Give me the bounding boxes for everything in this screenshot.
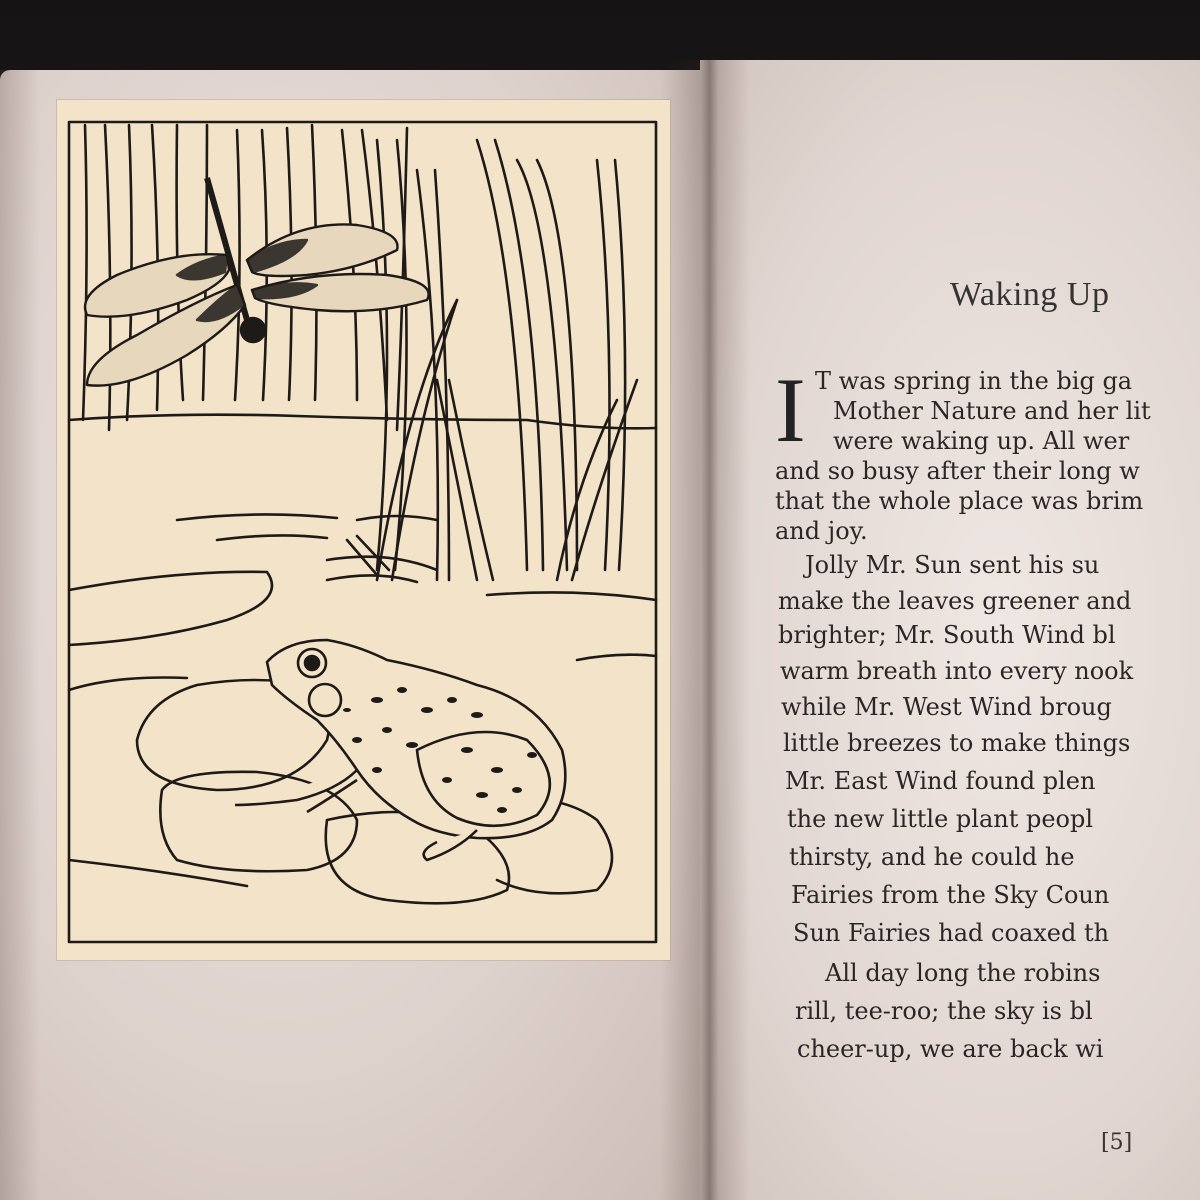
text-line: thirsty, and he could he	[789, 843, 1075, 871]
text-line: cheer-up, we are back wi	[797, 1035, 1104, 1063]
text-line: rill, tee-roo; the sky is bl	[795, 997, 1093, 1025]
text-line: warm breath into every nook	[780, 657, 1134, 685]
illustration-drawing	[57, 100, 670, 960]
text-line: All day long the robins	[825, 959, 1101, 987]
drop-cap-letter: I	[775, 359, 806, 461]
text-line: Sun Fairies had coaxed th	[793, 919, 1110, 947]
text-line: and so busy after their long w	[775, 457, 1140, 485]
text-line: Mr. East Wind found plen	[785, 767, 1096, 795]
text-line: make the leaves greener and	[778, 587, 1132, 615]
text-line: while Mr. West Wind broug	[781, 693, 1112, 721]
page-number: [5]	[1101, 1130, 1133, 1155]
text-line: Jolly Mr. Sun sent his su	[805, 551, 1100, 579]
book-gutter	[660, 60, 750, 1200]
illustration-plate	[57, 100, 670, 960]
text-line: the new little plant peopl	[787, 805, 1094, 833]
text-line: Mother Nature and her lit	[833, 397, 1151, 425]
dragonfly-icon	[85, 178, 429, 386]
text-line: little breezes to make things	[783, 729, 1131, 757]
text-line: and joy.	[775, 517, 868, 545]
text-line: T was spring in the big ga	[815, 367, 1133, 395]
text-line: brighter; Mr. South Wind bl	[778, 621, 1116, 649]
text-line: Fairies from the Sky Coun	[791, 881, 1110, 909]
text-line: were waking up. All wer	[833, 427, 1130, 455]
story-text-block	[775, 270, 1200, 1200]
frog-icon	[235, 640, 565, 860]
text-line: that the whole place was brim	[775, 487, 1144, 515]
chapter-title: Waking Up	[950, 276, 1110, 313]
left-page-shadow	[0, 70, 40, 1200]
